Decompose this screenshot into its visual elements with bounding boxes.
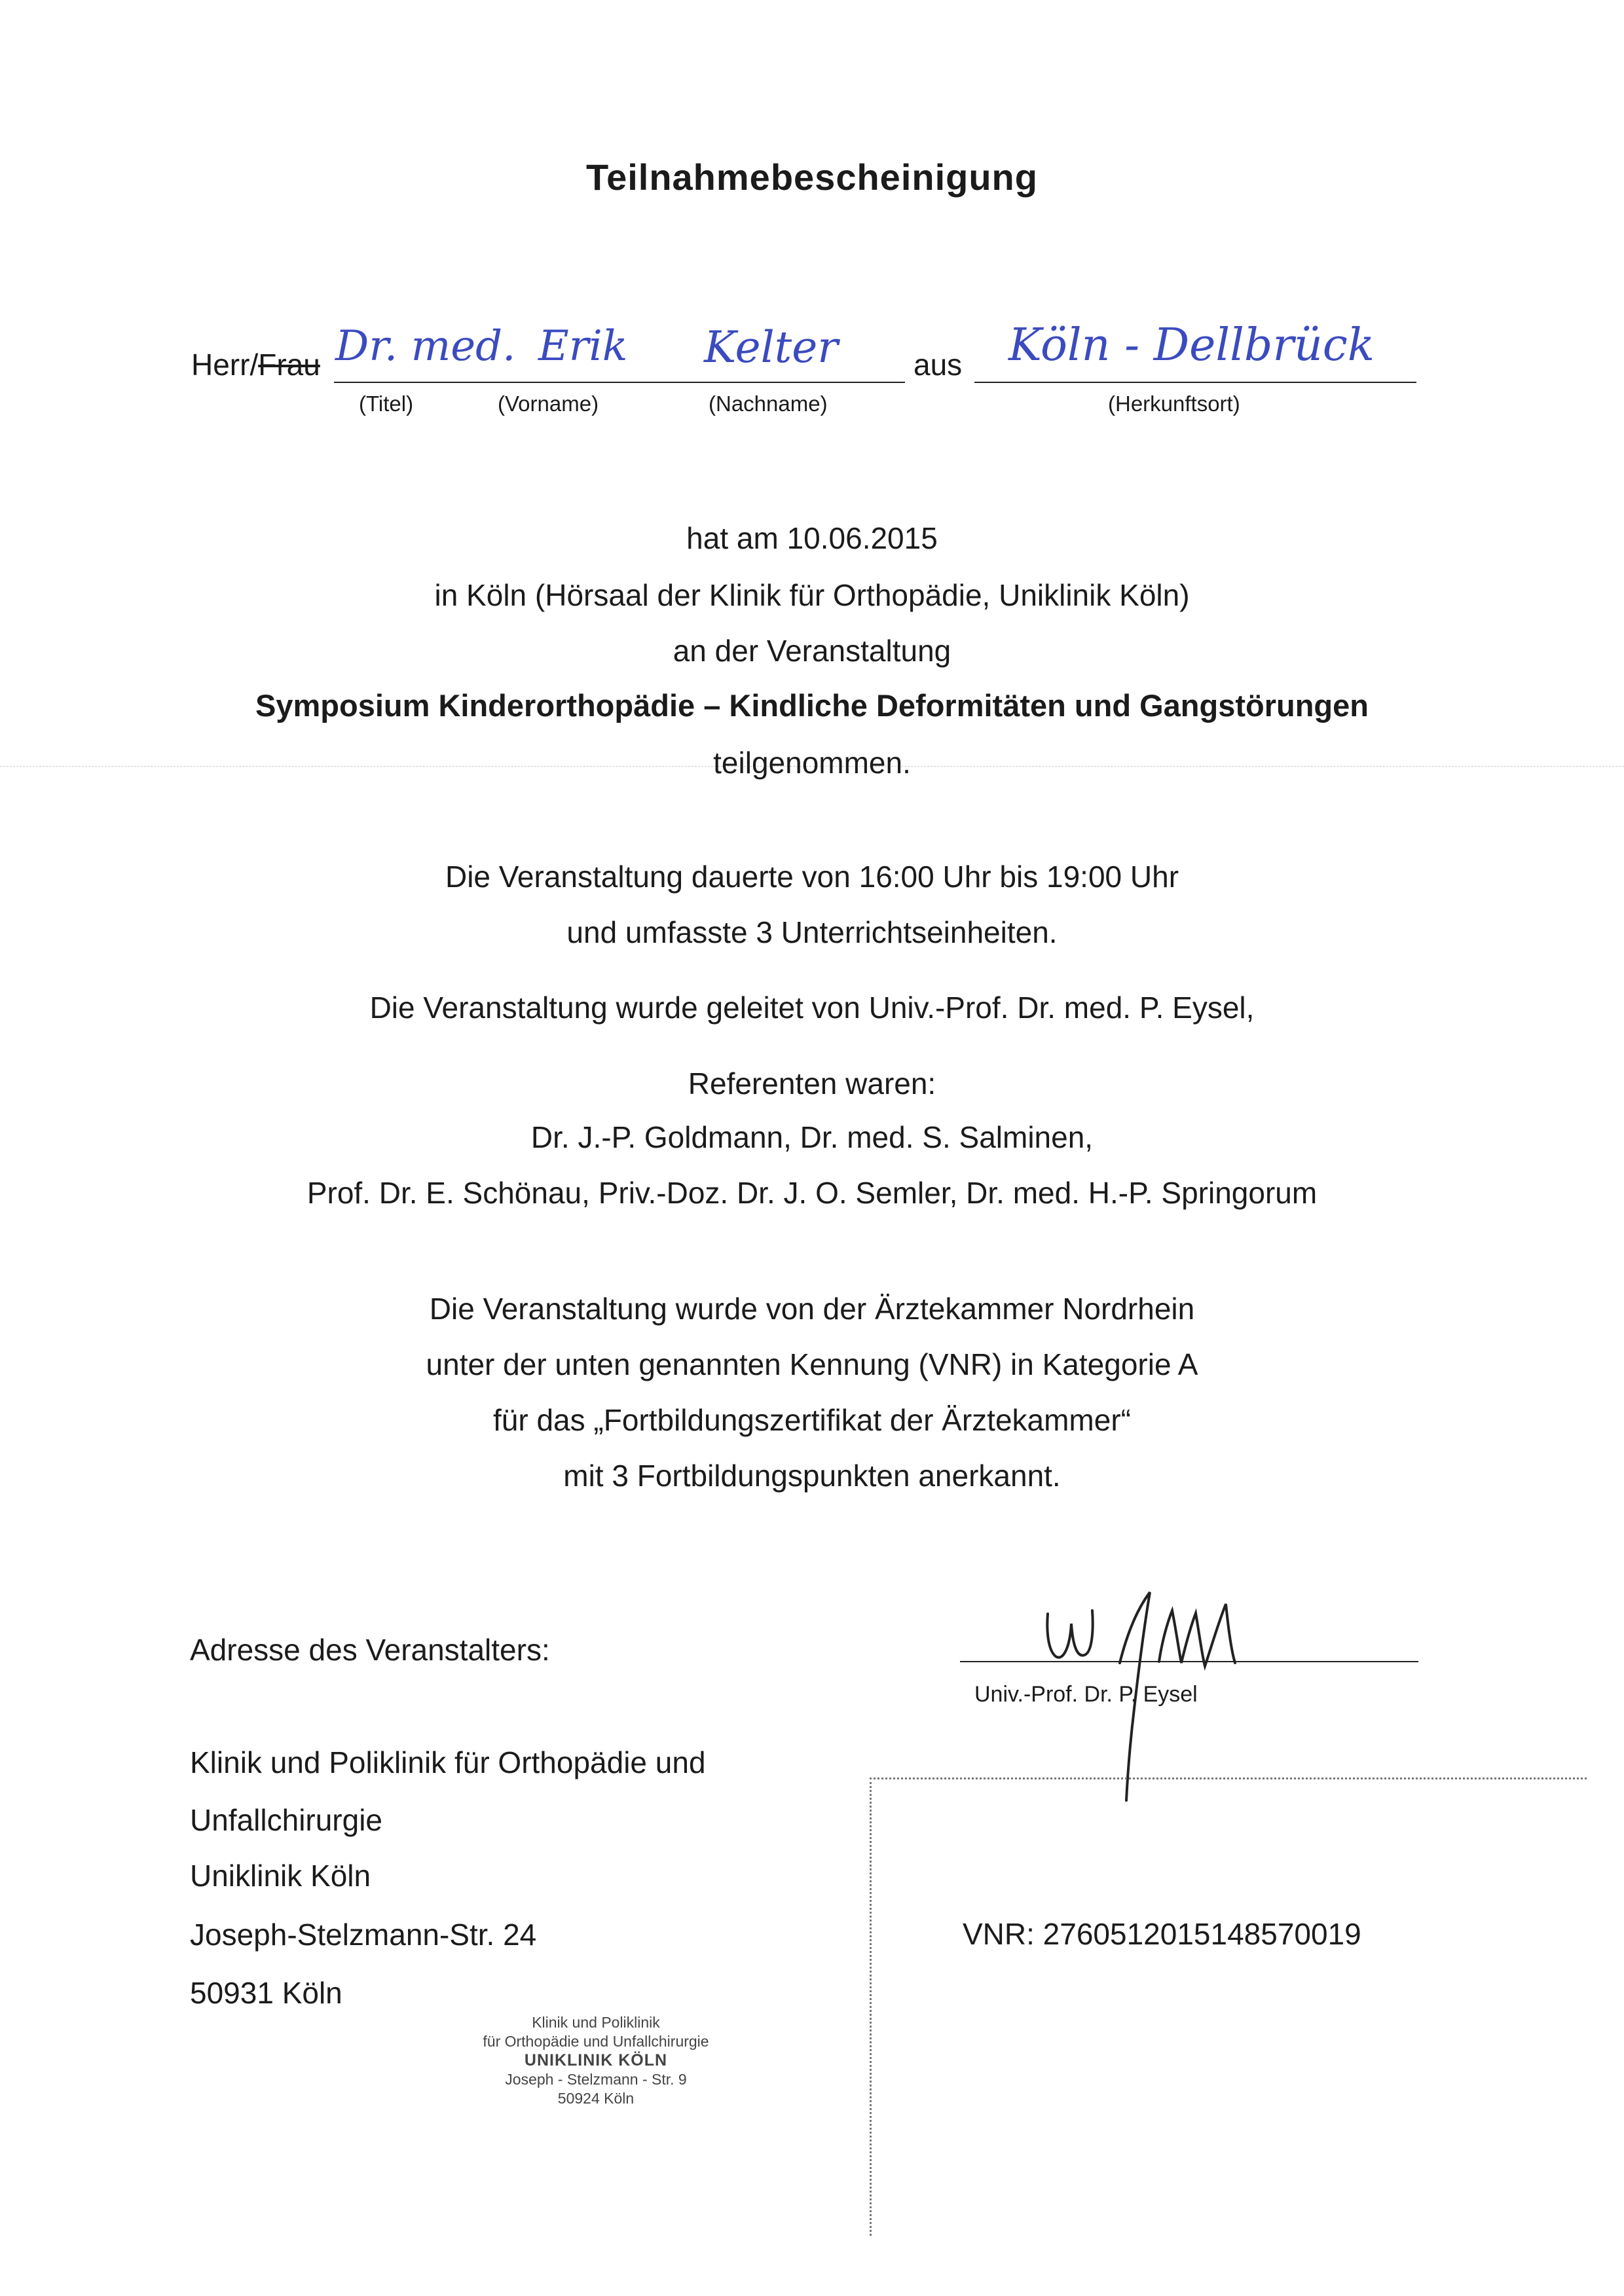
salutation xyxy=(191,347,320,382)
speakers-line-2: Prof. Dr. E. Schönau, Priv.-Doz. Dr. J. O. Semler, Dr. med. H.-P. Springorum xyxy=(306,1176,1318,1210)
handwritten-herkunftsort: Köln - Dellbrück xyxy=(1008,319,1375,371)
document-title: Teilnahmebescheinigung xyxy=(586,156,1038,198)
vnr-box-top-border xyxy=(870,1777,1587,1779)
salutation-herr: Herr/ xyxy=(191,348,259,382)
organizer-line-1: Klinik und Poliklinik für Orthopädie und xyxy=(190,1745,706,1779)
speakers-line-1: Dr. J.-P. Goldmann, Dr. med. S. Salminen, xyxy=(530,1120,1094,1154)
stamp-line-2: für Orthopädie und Unfallchirurgie xyxy=(483,2033,709,2050)
caption-nachname: (Nachname) xyxy=(709,392,828,416)
event-title: Symposium Kinderorthopädie – Kindliche Deformitäten und Gangstörungen xyxy=(255,688,1369,723)
signature-line xyxy=(960,1661,1418,1662)
organizer-line-3: Uniklinik Köln xyxy=(190,1859,371,1893)
handwritten-vorname: Erik xyxy=(538,322,628,371)
stamp-line-1: Klinik und Poliklinik xyxy=(532,2014,660,2031)
duration-line-2: und umfasste 3 Unterrichtseinheiten. xyxy=(566,915,1058,949)
caption-titel: (Titel) xyxy=(359,392,414,416)
name-underline xyxy=(334,382,905,383)
date-line: hat am 10.06.2015 xyxy=(686,521,938,555)
origin-underline xyxy=(974,382,1416,383)
stamp-line-5: 50924 Köln xyxy=(557,2090,635,2107)
aus-label: aus xyxy=(913,348,963,382)
event-outro: teilgenommen. xyxy=(713,746,911,780)
accreditation-line-4: mit 3 Fortbildungspunkten anerkannt. xyxy=(563,1459,1061,1493)
vnr-number: VNR: 2760512015148570019 xyxy=(963,1917,1361,1951)
accreditation-line-1: Die Veranstaltung wurde von der Ärztekammer Nordrhein xyxy=(429,1292,1195,1326)
handwritten-titel: Dr. med. xyxy=(335,322,516,371)
organizer-line-5: 50931 Köln xyxy=(190,1976,342,2010)
organizer-heading: Adresse des Veranstalters: xyxy=(190,1633,550,1667)
caption-herkunftsort: (Herkunftsort) xyxy=(1108,392,1240,416)
stamp-line-3: UNIKLINIK KÖLN xyxy=(524,2051,668,2069)
event-intro: an der Veranstaltung xyxy=(673,634,951,668)
stamp-line-4: Joseph - Stelzmann - Str. 9 xyxy=(505,2071,687,2088)
vnr-box-left-border xyxy=(870,1777,872,2236)
signatory-name: Univ.-Prof. Dr. P. Eysel xyxy=(974,1682,1198,1707)
speakers-heading: Referenten waren: xyxy=(688,1066,936,1101)
organizer-line-2: Unfallchirurgie xyxy=(190,1803,383,1837)
institution-stamp xyxy=(419,2013,773,2108)
duration-line-1: Die Veranstaltung dauerte von 16:00 Uhr bis 19:00 Uhr xyxy=(445,860,1179,894)
organizer-line-4: Joseph-Stelzmann-Str. 24 xyxy=(190,1918,537,1952)
handwritten-nachname: Kelter xyxy=(704,322,838,373)
accreditation-line-2: unter der unten genannten Kennung (VNR) in Kategorie A xyxy=(426,1347,1198,1381)
caption-vorname: (Vorname) xyxy=(498,392,599,416)
accreditation-line-3: für das „Fortbildungszertifikat der Ärztekammer“ xyxy=(493,1403,1131,1437)
leadership-line: Die Veranstaltung wurde geleitet von Univ.-Prof. Dr. med. P. Eysel, xyxy=(369,991,1255,1025)
salutation-frau-struck: Frau xyxy=(258,348,320,382)
location-line: in Köln (Hörsaal der Klinik für Orthopädie, Uniklinik Köln) xyxy=(434,578,1190,612)
